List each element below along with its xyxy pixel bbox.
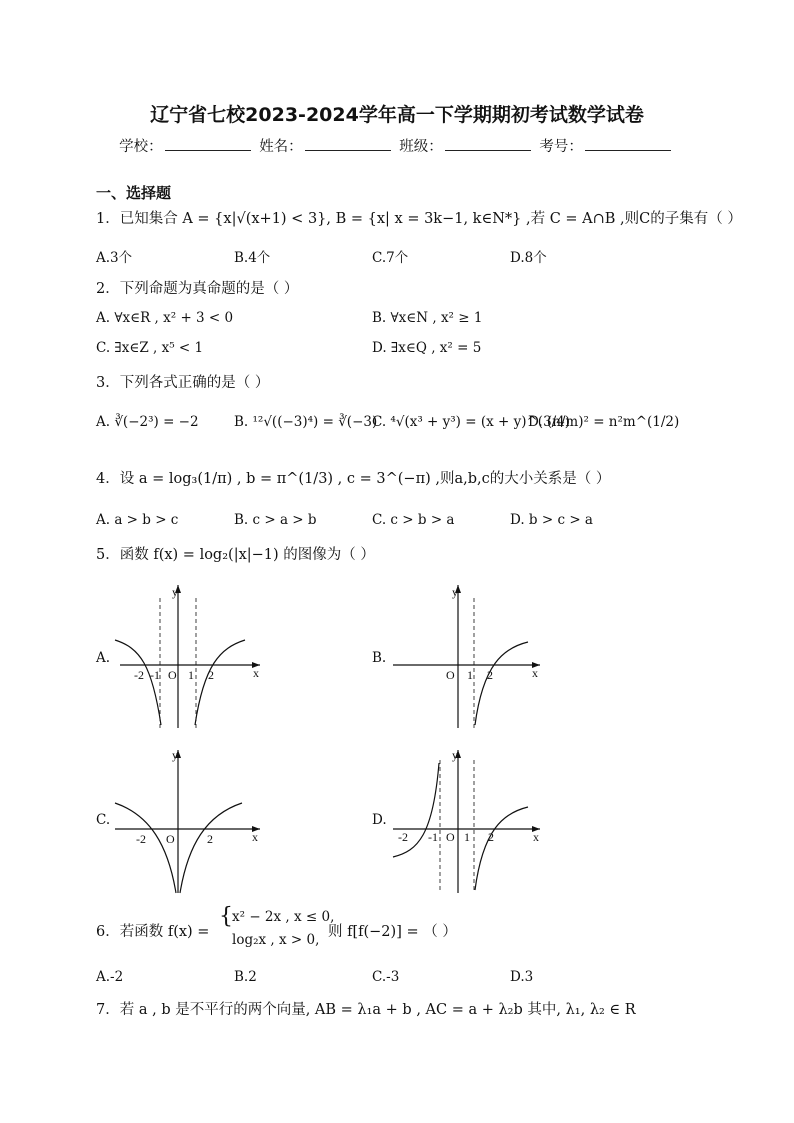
tick-label: -2 [136, 832, 146, 846]
question-number: 4． [96, 471, 120, 487]
piecewise-case-2: log₂x , x > 0, [232, 932, 320, 948]
school-blank[interactable] [165, 138, 251, 151]
name-blank[interactable] [305, 138, 391, 151]
question-stem: 函数 f(x) = log₂(|x|−1) 的图像为（ ） [119, 547, 375, 563]
question-stem: 已知集合 A = {x|√(x+1) < 3}, B = {x| x = 3k−1, k∈N*} ,若 C = A∩B ,则C的子集有（ ） [119, 211, 742, 227]
x-label: x [253, 666, 259, 680]
q6-option-b[interactable]: B.2 [234, 969, 257, 985]
q6-option-c[interactable]: C.-3 [372, 969, 400, 985]
graph-d-label[interactable]: D. [372, 812, 387, 828]
q3-option-d[interactable]: D. (n/m)² = n²m^(1/2) [528, 414, 680, 430]
graph-a [110, 580, 270, 730]
question-number: 2． [96, 281, 120, 297]
y-label: y [452, 748, 458, 762]
question-6 [96, 920, 209, 941]
q4-option-b[interactable]: B. c > a > b [234, 512, 317, 528]
graph-a-label[interactable]: A. [96, 650, 111, 666]
tick-label: 1 [464, 830, 470, 844]
tick-label: -2 [134, 668, 144, 682]
question-2 [96, 277, 298, 298]
question-number: 5． [96, 547, 120, 563]
name-label: 姓名： [259, 139, 303, 155]
curve-left [115, 803, 176, 893]
question-number: 3． [96, 375, 120, 391]
question-stem: 下列命题为真命题的是（ ） [119, 281, 299, 297]
graph-c [110, 745, 270, 895]
question-stem-lead: 若函数 f(x) = [119, 924, 210, 940]
q4-option-c[interactable]: C. c > b > a [372, 512, 455, 528]
curve-right [475, 807, 528, 890]
q3-option-b[interactable]: B. ¹²√((−3)⁴) = ∛(−3) [234, 414, 378, 430]
class-blank[interactable] [445, 138, 531, 151]
question-stem: 若 a , b 是不平行的两个向量, AB = λ₁a + b , AC = a + λ₂b 其中, λ₁, λ₂ ∈ R [119, 1002, 636, 1018]
student-info-line [0, 135, 794, 156]
x-label: x [533, 830, 539, 844]
exam-title: 辽宁省七校2023-2024学年高一下学期期初考试数学试卷 [150, 104, 644, 126]
tick-label: -2 [398, 830, 408, 844]
class-label: 班级： [399, 139, 443, 155]
origin-label: O [168, 668, 177, 682]
question-5 [96, 543, 375, 564]
q4-option-a[interactable]: A. a > b > c [96, 512, 179, 528]
tick-label: 2 [208, 668, 214, 682]
graph-d [388, 745, 548, 895]
q2-option-b[interactable]: B. ∀x∈N , x² ≥ 1 [372, 310, 483, 326]
tick-label: 1 [467, 668, 473, 682]
q1-option-c[interactable]: C.7个 [372, 250, 409, 266]
y-label: y [452, 585, 458, 599]
x-label: x [252, 830, 258, 844]
q2-option-a[interactable]: A. ∀x∈R , x² + 3 < 0 [96, 310, 234, 326]
tick-label: 2 [488, 830, 494, 844]
tick-label: 1 [188, 668, 194, 682]
curve-right [475, 642, 528, 725]
question-number: 7． [96, 1002, 120, 1018]
x-label: x [532, 666, 538, 680]
origin-label: O [446, 830, 455, 844]
question-stem: 下列各式正确的是（ ） [119, 375, 270, 391]
piecewise-case-1: x² − 2x , x ≤ 0, [232, 909, 335, 925]
q3-option-a[interactable]: A. ∛(−2³) = −2 [96, 414, 199, 430]
number-label: 考号： [539, 139, 583, 155]
q1-option-b[interactable]: B.4个 [234, 250, 271, 266]
graph-b [388, 580, 548, 730]
q4-option-d[interactable]: D. b > c > a [510, 512, 593, 528]
tick-label: -1 [428, 830, 438, 844]
graph-c-label[interactable]: C. [96, 812, 111, 828]
q6-option-d[interactable]: D.3 [510, 969, 534, 985]
tick-label: 2 [487, 668, 493, 682]
question-7 [96, 998, 636, 1019]
question-3 [96, 371, 269, 392]
question-6-tail: 则 f[f(−2)] = （ ） [328, 924, 457, 940]
question-number: 6． [96, 924, 120, 940]
q2-option-d[interactable]: D. ∃x∈Q , x² = 5 [372, 340, 482, 356]
question-stem: 设 a = log₃(1/π) , b = π^(1/3) , c = 3^(−π) ,则a,b,c的大小关系是（ ） [119, 471, 611, 487]
tick-label: 2 [207, 832, 213, 846]
q1-option-a[interactable]: A.3个 [96, 250, 133, 266]
q1-option-d[interactable]: D.8个 [510, 250, 547, 266]
section-heading: 一、选择题 [96, 184, 172, 202]
y-label: y [172, 585, 178, 599]
number-blank[interactable] [585, 138, 671, 151]
graph-b-label[interactable]: B. [372, 650, 387, 666]
q6-option-a[interactable]: A.-2 [96, 969, 124, 985]
q2-option-c[interactable]: C. ∃x∈Z , x⁵ < 1 [96, 340, 204, 356]
tick-label: -1 [150, 668, 160, 682]
curve-right [180, 803, 242, 893]
origin-label: O [446, 668, 455, 682]
question-number: 1． [96, 211, 120, 227]
question-4 [96, 467, 610, 488]
piecewise-brace-icon: { [219, 904, 233, 929]
origin-label: O [166, 832, 175, 846]
q3-option-c[interactable]: C. ⁴√(x³ + y³) = (x + y)^(3/4) [372, 414, 571, 430]
question-1 [96, 207, 742, 228]
curve-right [195, 640, 245, 725]
school-label: 学校： [119, 139, 163, 155]
y-label: y [172, 748, 178, 762]
curve-left [115, 640, 161, 725]
